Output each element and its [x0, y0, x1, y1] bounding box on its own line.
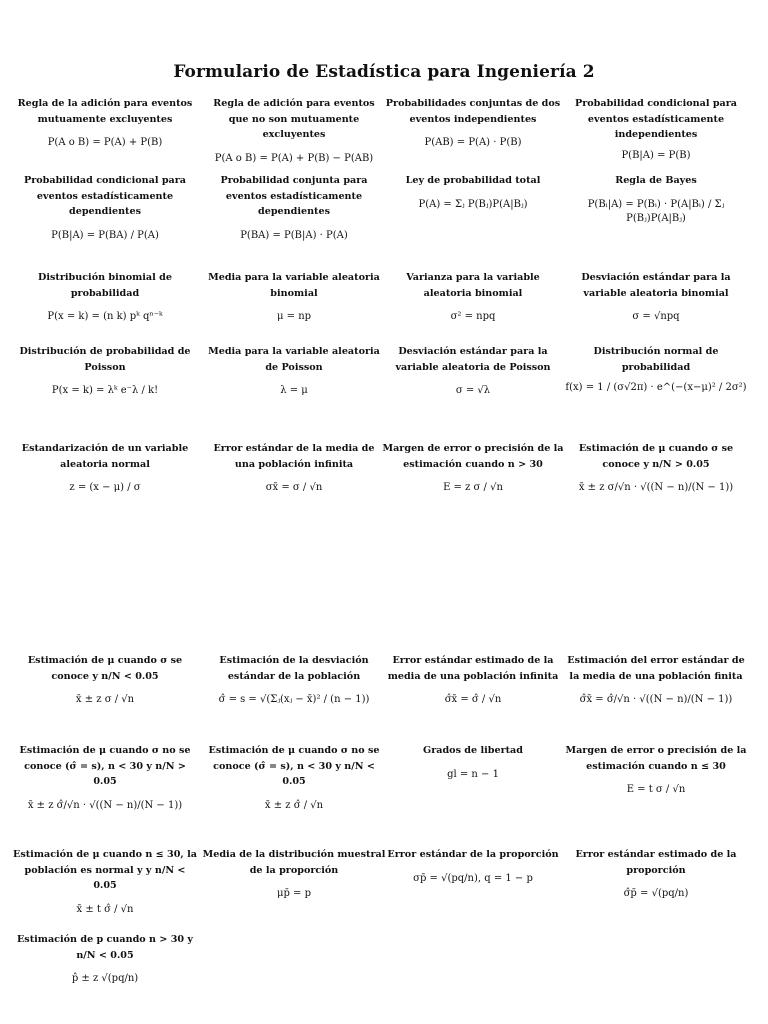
formula-heading: Probabilidad condicional para eventos estadísticamente dependientes [23, 175, 187, 217]
formula-cell [202, 653, 386, 707]
formula-heading: Media de la distribución muestral de la proporción [202, 849, 386, 876]
formula: f(x) = 1 / (σ√2π) · e^(−(x−μ)² / 2σ²) [565, 382, 747, 393]
formula-cell [381, 653, 565, 707]
formula-heading: Desviación estándar para la variable aleatoria binomial [581, 272, 731, 299]
formula-cell [202, 270, 386, 324]
formula: x̄ ± z σ̂/√n · √((N − n)/(N − 1)) [27, 799, 183, 811]
formula: E = t σ / √n [626, 784, 686, 795]
formula: x̄ ± t σ̂ / √n [76, 903, 134, 915]
formula-heading: Margen de error o precisión de la estimación cuando n ≤ 30 [565, 745, 747, 772]
formula-heading: Error estándar estimado de la proporción [575, 849, 737, 876]
formula-cell [564, 344, 748, 395]
formula-heading: Media para la variable aleatoria binomial [208, 272, 380, 299]
formula-cell [202, 743, 386, 813]
formula-cell [13, 653, 197, 707]
page-title: Formulario de Estadística para Ingeniería 2 [173, 62, 595, 82]
formula-cell [13, 743, 197, 813]
formula-heading: Error estándar de la proporción [387, 849, 559, 860]
formula: x̄ ± z σ/√n · √((N − n)/(N − 1)) [578, 482, 734, 493]
formula-cell [381, 847, 565, 886]
formula-heading: Grados de libertad [423, 745, 523, 756]
formula-heading: Estimación de la desviación estándar de la población [219, 655, 369, 682]
formula: σx̄ = σ / √n [265, 482, 323, 493]
formula-cell [381, 173, 565, 212]
formula-cell [564, 173, 748, 226]
formula-cell [564, 441, 748, 495]
formula-heading: Estimación de μ cuando σ se conoce y n/N > 0.05 [578, 443, 734, 470]
formula: σ̂x̄ = σ̂ / √n [444, 694, 502, 705]
formula-cell [381, 270, 565, 324]
formula: P(A) = Σⱼ P(Bⱼ)P(A|Bⱼ) [418, 198, 528, 210]
formula: P(AB) = P(A) · P(B) [424, 137, 522, 148]
formula-cell [202, 173, 386, 243]
formula-cell [13, 344, 197, 398]
formula-cell [564, 743, 748, 797]
formula: P(Bᵢ|A) = P(Bᵢ) · P(A|Bᵢ) / Σⱼ P(Bⱼ)P(A|Bⱼ) [587, 198, 725, 224]
formula-heading: Distribución normal de probabilidad [593, 346, 719, 373]
formula-cell [13, 847, 197, 917]
formula-cell [13, 441, 197, 495]
formula-cell [202, 96, 386, 166]
formula-heading: Probabilidades conjuntas de dos eventos independientes [385, 98, 561, 125]
formula-heading: Estimación de μ cuando σ no se conoce (σ̂ = s), n < 30 y n/N > 0.05 [19, 745, 191, 787]
formula: σ̂ = s = √(Σⱼ(xⱼ − x̄)² / (n − 1)) [218, 694, 370, 705]
formula-heading: Distribución de probabilidad de Poisson [19, 346, 191, 373]
formula-heading: Ley de probabilidad total [405, 175, 541, 186]
formula: P(B|A) = P(BA) / P(A) [51, 229, 159, 241]
formula-heading: Estimación del error estándar de la media de una población finita [567, 655, 745, 682]
formula-cell [381, 441, 565, 495]
formula-cell [564, 96, 748, 163]
formula-cell [564, 653, 748, 707]
formula: P(A o B) = P(A) + P(B) − P(AB) [214, 152, 374, 164]
formula-cell [13, 270, 197, 324]
formula-heading: Estimación de μ cuando n ≤ 30, la población es normal y y n/N < 0.05 [13, 849, 197, 891]
formula-cell [202, 344, 386, 398]
formula-cell [381, 96, 565, 150]
formula: σ̂x̄ = σ̂/√n · √((N − n)/(N − 1)) [579, 694, 733, 705]
formula-heading: Margen de error o precisión de la estimación cuando n > 30 [382, 443, 564, 470]
formula: P(A o B) = P(A) + P(B) [47, 137, 163, 148]
formula-cell [13, 932, 197, 986]
formula-heading: Regla de adición para eventos que no son mutuamente excluyentes [213, 98, 375, 140]
formula-cell [564, 847, 748, 901]
formula: σp̄ = √(pq/n), q = 1 − p [413, 872, 533, 884]
formula-heading: Desviación estándar para la variable aleatoria de Poisson [395, 346, 551, 373]
formula-heading: Probabilidad condicional para eventos estadísticamente independientes [574, 98, 738, 140]
formula-heading: Estimación de μ cuando σ no se conoce (σ̂ = s), n < 30 y n/N < 0.05 [208, 745, 380, 787]
formula-heading: Media para la variable aleatoria de Poisson [208, 346, 380, 373]
formula: E = z σ / √n [443, 482, 503, 493]
formula: p̂ ± z √(pq/n) [71, 973, 139, 984]
formula: λ = μ [280, 385, 308, 396]
formula-cell [202, 847, 386, 901]
formula-heading: Varianza para la variable aleatoria binomial [406, 272, 540, 299]
formula: P(BA) = P(B|A) · P(A) [240, 229, 348, 241]
formula-heading: Regla de Bayes [615, 175, 697, 186]
formula-heading: Error estándar de la media de una población infinita [213, 443, 375, 470]
formula: μ = np [276, 311, 312, 322]
formula-cell [564, 270, 748, 324]
formula-heading: Estandarización de un variable aleatoria normal [21, 443, 189, 470]
formula-heading: Estimación de μ cuando σ se conoce y n/N < 0.05 [27, 655, 183, 682]
formula-cell [13, 96, 197, 150]
formula-heading: Error estándar estimado de la media de una población infinita [387, 655, 559, 682]
formula: σ² = npq [450, 311, 496, 322]
formula-heading: Distribución binomial de probabilidad [38, 272, 172, 299]
formula-heading: Estimación de p cuando n > 30 y n/N < 0.05 [17, 934, 193, 961]
formula: P(x = k) = (n k) pᵏ qⁿ⁻ᵏ [47, 311, 163, 322]
formula: gl = n − 1 [447, 768, 499, 780]
formula-cell [381, 743, 565, 782]
formula-heading: Regla de la adición para eventos mutuamente excluyentes [17, 98, 193, 125]
formula: σ̂p̄ = √(pq/n) [623, 888, 689, 899]
formula-cell [381, 344, 565, 398]
formula: x̄ ± z σ̂ / √n [264, 799, 324, 811]
formula: P(x = k) = λᵏ e⁻λ / k! [51, 385, 159, 396]
formula: P(B|A) = P(B) [621, 149, 691, 161]
formula-cell [13, 173, 197, 243]
formula-cell [202, 441, 386, 495]
formula: σ = √λ [455, 385, 491, 396]
formula: σ = √npq [632, 311, 680, 322]
formula: x̄ ± z σ / √n [75, 694, 135, 705]
formula-heading: Probabilidad conjunta para eventos estadísticamente dependientes [220, 175, 368, 217]
formula: z = (x − μ) / σ [69, 482, 141, 493]
formula: μp̄ = p [276, 888, 312, 899]
